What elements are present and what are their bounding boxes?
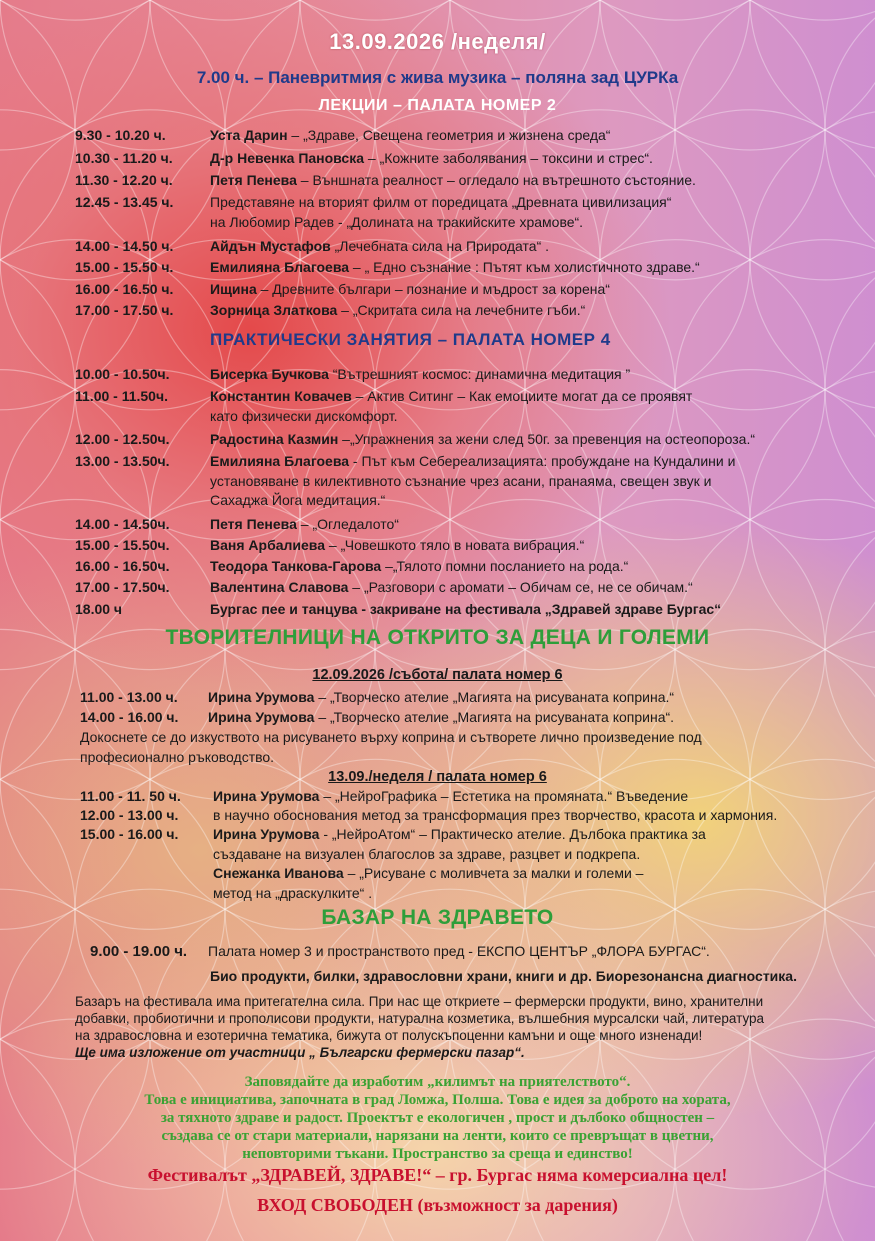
practical-heading: ПРАКТИЧЕСКИ ЗАНЯТИЯ – ПАЛАТА НОМЕР 4 [210,330,611,349]
practical-time: 13.00 - 13.50ч. [75,453,170,469]
lecture-row: 12.45 - 13.45 ч. [75,194,174,210]
practical-time: 17.00 - 17.50ч. [75,579,170,595]
workshop-text: Снежанка Иванова – „Рисуване с моливчета за малки и големи – [213,865,644,881]
lecture-row: 11.30 - 12.20 ч. [75,172,173,188]
page-date-title: 13.09.2026 /неделя/ [329,29,546,54]
workshop-time: 11.00 - 11. 50 ч. [80,788,181,804]
practical-text: Ваня Арбалиева – „Човешкото тяло в новата вибрация.“ [210,537,585,553]
lecture-text-cont: на Любомир Радев - „Долината на тракийските храмове“. [210,214,584,230]
lecture-text: Емилияна Благоева – „ Едно съзнание : Пътят към холистичното здраве.“ [210,259,700,275]
practical-text: Петя Пенева – „Огледалото“ [210,516,399,532]
festival-nonprofit-note: Фестивалът „ЗДРАВЕЙ, ЗДРАВЕ!“ – гр. Бургас няма комерсиална цел! [147,1165,728,1185]
bazaar-time: 9.00 - 19.00 ч. [90,943,188,960]
practical-text: Константин Ковачев – Актив Ситинг – Как емоциите могат да се проявят [210,388,693,404]
sunday-subheading: 13.09./неделя / палата номер 6 [328,769,547,785]
lecture-row: 9.30 - 10.20 ч. [75,127,166,143]
carpet-line: неповторими тъкани. Пространство за среща и единство! [242,1146,633,1162]
bazaar-heading: БАЗАР НА ЗДРАВЕТО [321,906,554,929]
lecture-text: Петя Пенева – Външната реалност – огледало на вътрешното състояние. [210,172,696,188]
workshop-text: Ирина Урумова – „Творческо ателие „Магията на рисуваната коприна.“ [208,689,675,705]
bazaar-products: Био продукти, билки, здравословни храни, книги и др. Биорезонансна диагностика. [210,968,797,984]
free-entry-note: ВХОД СВОБОДЕН (възможност за дарения) [257,1195,618,1215]
bazaar-description: на здравословна и езотерична тематика, бижута от полускъпоценни камъни и още много изненади! [75,1028,703,1043]
workshop-time: 14.00 - 16.00 ч. [80,709,179,725]
workshop-text: в научно обоснования метод за трансформация през творчество, красота и хармония. [213,807,778,823]
saturday-subheading: 12.09.2026 /събота/ палата номер 6 [312,667,563,683]
lecture-text: Д-р Невенка Пановска – „Кожните заболявания – токсини и стрес“. [210,150,653,166]
lecture-text: Уста Дарин – „Здраве, Свещена геометрия и жизнена среда“ [210,127,611,143]
practical-time: 18.00 ч [75,601,123,617]
bazaar-description: Базаръ на фестивала има притегателна сила. При нас ще откриете – фермерски продукти, вино, хранителни [75,994,764,1009]
workshop-time: 11.00 - 13.00 ч. [80,689,178,705]
practical-time: 10.00 - 10.50ч. [75,366,170,382]
lecture-text: Айдън Мустафов „Лечебната сила на Природата“ . [210,238,550,254]
morning-event: 7.00 ч. – Паневритмия с жива музика – поляна зад ЦУРКа [196,68,679,87]
lecture-row: 10.30 - 11.20 ч. [75,150,173,166]
practical-text: Валентина Славова – „Разговори с аромати – Обичам се, не се обичам.“ [210,579,693,595]
carpet-line: създава се от стари материали, нарязани на ленти, които се превръщат в цветни, [161,1128,714,1144]
practical-text-cont: като физически дискомфорт. [210,408,398,424]
lecture-row: 16.00 - 16.50 ч. [75,281,174,297]
practical-text-cont: Сахаджа Йога медитация.“ [210,492,386,508]
practical-text: Бисерка Бучкова “Вътрешният космос: динамична медитация ” [210,366,631,382]
workshop-text: Ирина Урумова – „Творческо ателие „Магията на рисуваната коприна“. [208,709,675,725]
practical-time: 11.00 - 11.50ч. [75,388,168,404]
workshop-note: Докоснете се до изкуството на рисуването върху коприна и сътворете лично произведение под [80,729,702,745]
practical-time: 14.00 - 14.50ч. [75,516,170,532]
practical-text: Теодора Танкова-Гарова –„Тялото помни посланието на рода.“ [210,558,629,574]
workshop-text-cont: създаване на визуален благослов за здраве, разцвет и подкрепа. [213,846,641,862]
workshop-time: 15.00 - 16.00 ч. [80,826,179,842]
practical-time: 12.00 - 12.50ч. [75,431,170,447]
lectures-heading: ЛЕКЦИИ – ПАЛАТА НОМЕР 2 [318,97,557,114]
practical-text: Бургас пее и танцува - закриване на фестивала „Здравей здраве Бургас“ [210,601,722,617]
workshop-text-cont: метод на „драскулките“ . [213,885,373,901]
practical-time: 15.00 - 15.50ч. [75,537,170,553]
lecture-text: Зорница Златкова – „Скритата сила на лечебните гъби.“ [210,302,586,318]
workshops-heading: ТВОРИТЕЛНИЦИ НА ОТКРИТО ЗА ДЕЦА И ГОЛЕМИ [165,626,710,649]
bazaar-exhibition: Ще има изложение от участници „ Български фермерски пазар“. [75,1045,525,1060]
carpet-line: Това е инициатива, започната в град Ломжа, Полша. Това е идея за доброто на хората, [144,1092,731,1108]
lecture-row: 14.00 - 14.50 ч. [75,238,174,254]
lecture-text: Ищина – Древните българи – познание и мъдрост за корена“ [210,281,610,297]
workshop-time: 12.00 - 13.00 ч. [80,807,179,823]
workshop-text: Ирина Урумова - „НейроАтом“ – Практическо ателие. Дълбока практика за [213,826,706,842]
practical-text: Радостина Казмин –„Упражнения за жени след 50г. за превенция на остеопороза.“ [210,431,755,447]
workshop-text: Ирина Урумова – „НейроГрафика – Естетика на промяната.“ Въведение [213,788,689,804]
practical-text-cont: установяване в килективното съзнание чрез асани, пранаяма, свещен звук и [210,473,712,489]
bazaar-description: добавки, пробиотични и прополисови продукти, натурална козметика, вълшебния мурсалски чай, литература [75,1011,765,1026]
carpet-line: Заповядайте да изработим „килимът на приятелството“. [244,1074,631,1090]
lecture-text: Представяне на вторият филм от поредицата „Древната цивилизация“ [210,194,672,210]
bazaar-place: Палата номер 3 и пространството пред - ЕКСПО ЦЕНТЪР „ФЛОРА БУРГАС“. [208,943,710,959]
lecture-row: 15.00 - 15.50 ч. [75,259,174,275]
practical-time: 16.00 - 16.50ч. [75,558,170,574]
lecture-row: 17.00 - 17.50 ч. [75,302,174,318]
practical-text: Емилияна Благоева - Път към Себереализацията: пробуждане на Кундалини и [210,453,736,469]
workshop-note: професионално ръководство. [80,749,275,765]
carpet-line: за тяхното здраве и радост. Проектът е екологичен , прост и дълбоко общностен – [160,1110,715,1126]
